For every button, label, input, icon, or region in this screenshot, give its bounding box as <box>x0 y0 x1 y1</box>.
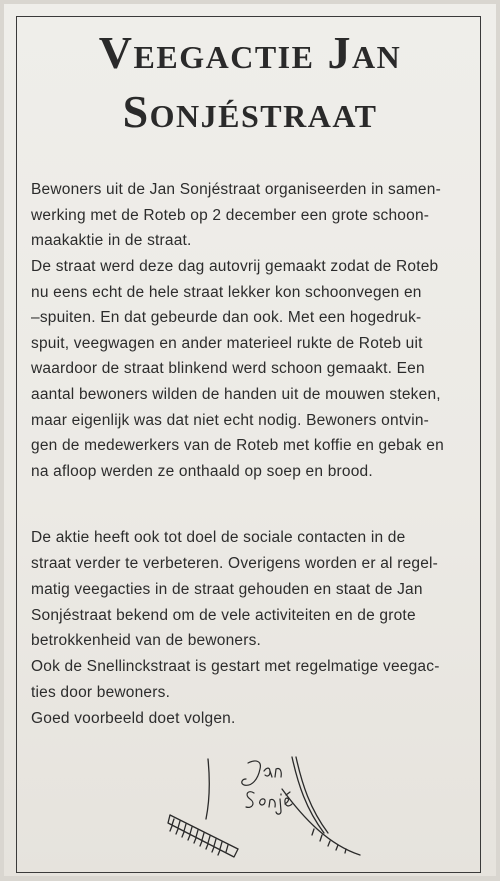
paragraph-1-line: waardoor de straat blinkend werd schoon gemaakt. Een <box>31 360 425 377</box>
paragraph-2-line: ties door bewoners. <box>31 684 171 701</box>
paragraph-1-line: –spuiten. En dat gebeurde dan ook. Met een hogedruk- <box>31 309 422 326</box>
paragraph-1-line: aantal bewoners wilden de handen uit de mouwen steken, <box>31 386 441 403</box>
paragraph-2-line: matig veegacties in de straat gehouden en staat de Jan <box>31 581 423 598</box>
paragraph-2-line: Goed voorbeeld doet volgen. <box>31 710 236 727</box>
paragraph-1-line: nu eens echt de hele straat lekker kon schoonvegen en <box>31 284 422 301</box>
paragraph-2-line: straat verder te verbeteren. Overigens worden er al regel- <box>31 555 439 572</box>
handwritten-signature <box>242 761 292 814</box>
paragraph-1-line: maakaktie in de straat. <box>31 232 192 249</box>
paragraph-2-line: Sonjéstraat bekend om de vele activiteiten en de grote <box>31 607 416 624</box>
paragraph-1-line: Bewoners uit de Jan Sonjéstraat organiseerden in samen- <box>31 181 441 198</box>
paragraph-1-line: maar eigenlijk was dat niet echt nodig. Bewoners ontvin- <box>31 412 430 429</box>
paragraph-2-line: De aktie heeft ook tot doel de sociale contacten in de <box>31 529 406 546</box>
paragraph-1-line: werking met de Roteb op 2 december een grote schoon- <box>31 207 430 224</box>
article-title-line-1: Veegactie Jan <box>98 27 402 78</box>
page-sheet <box>4 4 496 876</box>
paragraph-1-line: na afloop werden ze onthaald op soep en brood. <box>31 463 373 480</box>
broom-head <box>170 815 238 849</box>
article-title-line-2: Sonjéstraat <box>122 86 378 137</box>
broom-and-rake-sketch-icon <box>164 749 364 859</box>
paragraph-1-line: gen de medewerkers van de Roteb met koffie en gebak en <box>31 437 444 454</box>
rake-handle <box>292 757 324 833</box>
paragraph-2-line: Ook de Snellinckstraat is gestart met regelmatige veegac- <box>31 658 440 675</box>
paragraph-2-line: betrokkenheid van de bewoners. <box>31 632 262 649</box>
paragraph-1-line: De straat werd deze dag autovrij gemaakt zodat de Roteb <box>31 258 439 275</box>
broom-handle <box>206 759 209 819</box>
paragraph-1-line: spuit, veegwagen en ander materieel rukte de Roteb uit <box>31 335 423 352</box>
